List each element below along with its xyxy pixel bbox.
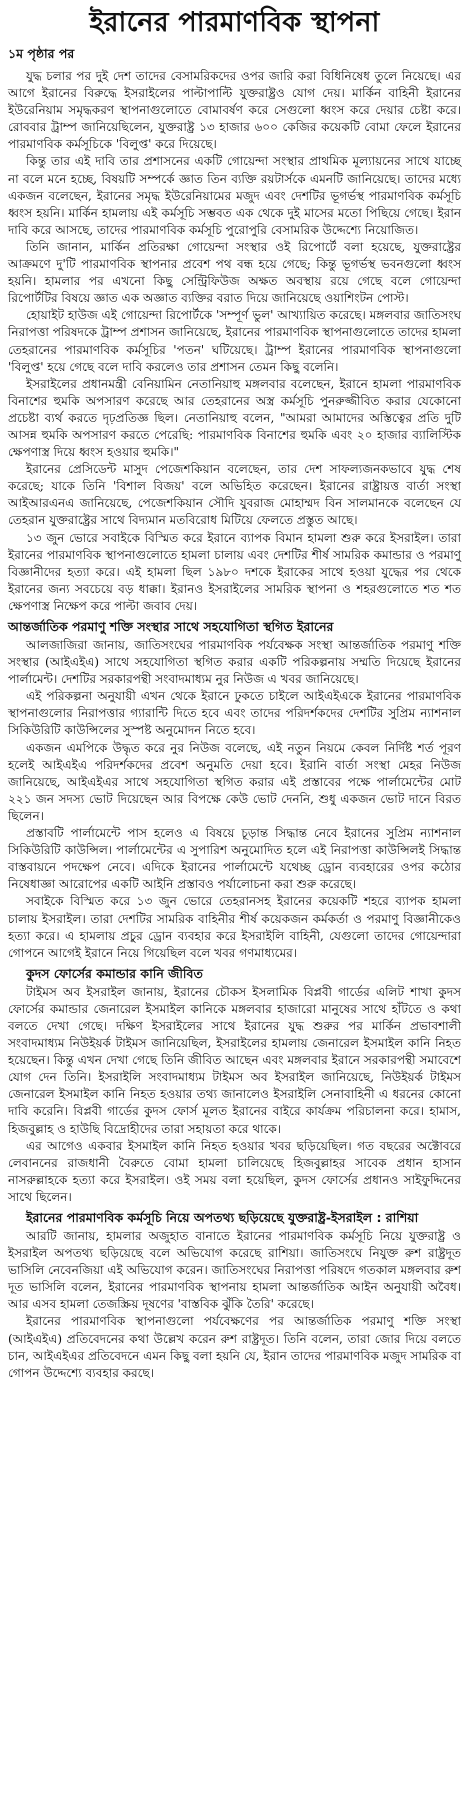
paragraph: ইরানের পারমাণবিক স্থাপনাগুলো পর্যবেক্ষণের পর আন্তর্জাতিক পরমাণু শক্তি সংস্থা (আইএইএ) প্রতিবেদনের কথা উল্লেখ করেন রুশ রাষ্ট্রদূত। তিনি বলেন, তারা জোর দিয়ে বলতে চান, আইএইএর প্রতিবেদনে এমন কিছু বলা হয়নি যে, ইরান তাদের পারমাণবিক মজুদ সামরিক বা গোপন উদ্দেশ্যে ব্যবহার করছে। xyxy=(8,1314,461,1380)
paragraph: সবাইকে বিস্মিত করে ১৩ জুন ভোরে তেহরানসহ ইরানের কয়েকটি শহরে ব্যাপক হামলা চালায় ইসরাইল। তারা দেশটির সামরিক বাহিনীর শীর্ষ কয়েকজন কর্মকর্তা ও পরমাণু বিজ্ঞানীকেও হত্যা করে। এ হামলায় প্রচুর ড্রোন ব্যবহার করে ইসরাইলি বাহিনী, যেগুলো তাদের গোয়েন্দারা গোপনে আগেই ইরানে নিয়ে গিয়েছিল বলে খবর গণমাধ্যমের। xyxy=(8,894,461,960)
article-body xyxy=(8,68,461,1382)
section-intro xyxy=(8,68,461,615)
paragraph: যুদ্ধ চলার পর দুই দেশ তাদের বেসামরিকদের ওপর জারি করা বিধিনিষেধ তুলে নিয়েছে। এর আগে ইরানের বিরুদ্ধে ইসরাইলের পাল্টাপাল্টি যুক্তরাষ্ট্রও যোগ দেয়। মার্কিন বাহিনী ইরানের ইউরেনিয়াম সমৃদ্ধকরণ স্থাপনাগুলোতে বোমাবর্ষণ করে সেগুলো ধ্বংস করে দেয়ার চেষ্টা করে। রোববার ট্রাম্প জানিয়েছিলেন, যুক্তরাষ্ট্র ১৩ হাজার ৬০০ কেজির কয়েকটি বোমা ফেলে ইরানের পারমাণবিক কর্মসূচিকে 'বিলুপ্ত' করে দিয়েছে। xyxy=(8,69,461,152)
paragraph: ইসরাইলের প্রধানমন্ত্রী বেনিয়ামিন নেতানিয়াহু মঙ্গলবার বলেছেন, ইরানে হামলা পারমাণবিক বিনাশের হুমকি অপসারণ করেছে আর তেহরানের অস্ত্র কর্মসূচি পুনরুজ্জীবিত করার যেকোনো প্রচেষ্টা ব্যর্থ করতে দৃঢ়প্রতিজ্ঞ ছিল। নেতানিয়াহু বলেন, "আমরা আমাদের অস্তিত্বের প্রতি দুটি আসন্ন হুমকি অপসারণ করতে পেরেছি: পারমাণবিক বিনাশের হুমকি এবং ২০ হাজার ব্যালিস্টিক ক্ষেপণাস্ত্র দিয়ে ধ্বংস হওয়ার হুমকি।" xyxy=(8,376,461,460)
paragraph: আলজাজিরা জানায়, জাতিসংঘের পারমাণবিক পর্যবেক্ষক সংস্থা আন্তর্জাতিক পরমাণু শক্তি সংস্থার (আইএইএ) সাথে সহযোগিতা স্থগিত করার একটি পরিকল্পনায় সম্মতি দিয়েছে ইরানের পার্লামেন্ট। দেশটির সরকারপন্থী সংবাদমাধ্যম নুর নিউজ এ খবর জানিয়েছে। xyxy=(8,638,461,687)
paragraph: টাইমস অব ইসরাইল জানায়, ইরানের চৌকস ইসলামিক বিপ্লবী গার্ডের এলিট শাখা কুদস ফোর্সের কমান্ডার জেনারেল ইসমাইল কানিকে মঙ্গলবার হাজারো মানুষের সাথে হাঁটতে ও কথা বলতে দেখা গেছে। দক্ষিণ ইসরাইলের সাথে ইরানের যুদ্ধ শুরুর পর মার্কিন প্রভাবশালী সংবাদমাধ্যম নিউইয়র্ক টাইমস জানিয়েছিল, ইসরাইলের হামলায় জেনারেল ইসমাইল কানি নিহত হয়েছেন। কিন্তু এখন দেখা গেছে তিনি জীবিত আছেন এবং মঙ্গলবার ইরানে সরকারপন্থী সমাবেশে যোগ দেন তিনি। ইসরাইলি সংবাদমাধ্যম টাইমস অব ইসরাইল জানিয়েছে, নিউইয়র্ক টাইমস জেনারেল ইসমাইল কানি নিহত হওয়ার তথ্য জানালেও ইসরাইলি সেনাবাহিনী এ ধরনের কোনো দাবি করেনি। বিপ্লবী গার্ডের কুদস ফোর্স মূলত ইরানের বাইরে কার্যক্রম পরিচালনা করে। হামাস, হিজবুল্লাহ ও হাউছি বিদ্রোহীদের তারা সহায়তা করে থাকে। xyxy=(8,984,461,1136)
paragraph: এর আগেও একবার ইসমাইল কানি নিহত হওয়ার খবর ছড়িয়েছিল। গত বছরের অক্টোবরে লেবাননের রাজধানী বৈরুতে বোমা হামলা চালিয়েছে হিজবুল্লাহর সাবেক প্রধান হাসান নাসরুল্লাহকে হত্যা করে ইসরাইল। ওই সময় বলা হয়েছিল, কুদস ফোর্সের প্রধানও সাইফুদ্দিনের সাথে ছিলেন। xyxy=(8,1138,461,1204)
continued-from-label: ১ম পৃষ্ঠার পর xyxy=(8,46,75,61)
paragraph: ইরানের প্রেসিডেন্ট মাসুদ পেজেশকিয়ান বলেছেন, তার দেশ সাফল্যজনকভাবে যুদ্ধ শেষ করেছে; যাকে তিনি 'বিশাল বিজয়' বলে অভিহিত করেছেন। ইরানের রাষ্ট্রায়ত্ত বার্তা সংস্থা আইআরএনএ জানিয়েছে, পেজেশকিয়ান সৌদি যুবরাজ মোহাম্মদ বিন সালমানকে বলেছেন যে তেহরান যুক্তরাষ্ট্রের সাথে বিদ্যমান মতবিরোধ মিটিয়ে ফেলতে প্রস্তুত আছে। xyxy=(8,462,461,528)
paragraph: হোয়াইট হাউজ এই গোয়েন্দা রিপোর্টকে 'সম্পূর্ণ ভুল' আখ্যায়িত করেছে। মঙ্গলবার জাতিসংঘ নিরাপত্তা পরিষদকে ট্রাম্প প্রশাসন জানিয়েছে, ইরানের পারমাণবিক স্থাপনাগুলোতে তাদের হামলা তেহরানের পারমাণবিক কর্মসূচির 'পতন' ঘটিয়েছে। ট্রাম্প ইরানের পারমাণবিক স্থাপনাগুলো 'বিলুপ্ত' হয়ে গেছে বলে দাবি করলেও তার প্রশাসন তেমন কিছু বলেনি। xyxy=(8,308,461,374)
paragraph: ১৩ জুন ভোরে সবাইকে বিস্মিত করে ইরানে ব্যাপক বিমান হামলা শুরু করে ইসরাইল। তারা ইরানের পারমাণবিক স্থাপনাগুলোতে হামলা চালায় এবং দেশটির শীর্ষ সামরিক কমান্ডার ও পরমাণু বিজ্ঞানীদের হত্যা করে। এই হামলা ছিল ১৯৮০ দশকে ইরাকের সাথে হওয়া যুদ্ধের পর থেকে ইরানের জন্য সবচেয়ে বড় ধাক্কা। ইরানও ইসরাইলের সামরিক স্থাপনা ও শহরগুলোতে শত শত ক্ষেপণাস্ত্র নিক্ষেপ করে পাল্টা জবাব দেয়। xyxy=(8,530,461,613)
paragraph: তিনি জানান, মার্কিন প্রতিরক্ষা গোয়েন্দা সংস্থার ওই রিপোর্টে বলা হয়েছে, যুক্তরাষ্ট্রের আক্রমণে দু'টি পারমাণবিক স্থাপনার প্রবেশ পথ বন্ধ হয়ে গেছে; কিন্তু ভূগর্ভস্থ ভবনগুলো ধ্বংস হয়নি। হামলার পর এখনো কিছু সেন্ট্রিফিউজ অক্ষত অবস্থায় রয়ে গেছে বলে গোয়েন্দা রিপোর্টটির বিষয়ে জ্ঞাত এক অজ্ঞাত ব্যক্তির বরাত দিয়ে জানিয়েছে ওয়াশিংটন পোস্ট। xyxy=(8,239,461,306)
subheading: ইরানের পারমাণবিক কর্মসূচি নিয়ে অপতথ্য ছড়িয়েছে যুক্তরাষ্ট্র-ইসরাইল : রাশিয়া xyxy=(26,1210,419,1225)
paragraph: প্রস্তাবটি পার্লামেন্টে পাস হলেও এ বিষয়ে চূড়ান্ত সিদ্ধান্ত নেবে ইরানের সুপ্রিম ন্যাশনাল সিকিউরিটি কাউন্সিল। পার্লামেন্টের এ সুপারিশ অনুমোদিত হলে এই নিরাপত্তা কাউন্সিলই সিদ্ধান্ত বাস্তবায়নে পদক্ষেপ নেবে। এদিকে ইরানের পার্লামেন্টে যথেচ্ছ ড্রোন ব্যবহারের ওপর কঠোর নিষেধাজ্ঞা আরোপের একটি আইনি প্রস্তাবও পর্যালোচনা করা শুরু করেছে। xyxy=(8,826,461,892)
section-russia xyxy=(8,1209,461,1382)
headline: ইরানের পারমাণবিক স্থাপনা xyxy=(89,7,380,38)
paragraph: এই পরিকল্পনা অনুযায়ী এখন থেকে ইরানে ঢুকতে চাইলে আইএইএকে ইরানের পারমাণবিক স্থাপনাগুলোর নিরাপত্তার গ্যারান্টি দিতে হবে এবং তাদের পরিদর্শকদের দেশটির সুপ্রিম ন্যাশনাল সিকিউরিটি কাউন্সিলের সুস্পষ্ট অনুমোদন নিতে হবে। xyxy=(8,689,461,738)
paragraph: কিন্তু তার এই দাবি তার প্রশাসনের একটি গোয়েন্দা সংস্থার প্রাথমিক মূল্যায়নের সাথে যাচ্ছে না বলে মনে হচ্ছে, বিষয়টি সম্পর্কে জ্ঞাত তিন ব্যক্তি রয়টার্সকে এমনটি জানিয়েছে। তাদের মধ্যে একজন বলেছেন, ইরানের সমৃদ্ধ ইউরেনিয়ামের মজুদ এবং দেশটির ভূগর্ভস্থ পারমাণবিক কর্মসূচি ধ্বংস হয়নি। মার্কিন হামলায় এই কর্মসূচি সম্ভবত এক থেকে দুই মাসের মতো পিছিয়ে গেছে। ইরান দাবি করে আসছে, তাদের পারমাণবিক কর্মসূচি পুরোপুরি বেসামরিক উদ্দেশ্যে নিয়োজিত। xyxy=(8,154,461,237)
section-quds-force xyxy=(8,965,461,1206)
subheading: কুদস ফোর্সের কমান্ডার কানি জীবিত xyxy=(26,965,203,981)
subheading: আন্তর্জাতিক পরমাণু শক্তি সংস্থার সাথে সহযোগিতা স্থগিত ইরানের xyxy=(8,619,334,634)
section-iaea xyxy=(8,618,461,962)
paragraph: একজন এমপিকে উদ্ধৃত করে নুর নিউজ বলেছে, এই নতুন নিয়মে কেবল নির্দিষ্ট শর্ত পূরণ হলেই আইএইএ পরিদর্শকদের প্রবেশ অনুমতি দেয়া হবে। ইরানি বার্তা সংস্থা মেহর নিউজ জানিয়েছে, আইএইএর সাথে সহযোগিতা স্থগিত করার এই প্রস্তাবের পক্ষে পার্লামেন্টের মোট ২২১ জন সদস্য ভোট দিয়েছেন আর বিপক্ষে কেউ ভোট দেননি, শুধু একজন ভোট দানে বিরত ছিলেন। xyxy=(8,740,461,823)
paragraph: আরটি জানায়, হামলার অজুহাত বানাতে ইরানের পারমাণবিক কর্মসূচি নিয়ে যুক্তরাষ্ট্র ও ইসরাইল অপতথ্য ছড়িয়েছে বলে অভিযোগ করেছে রাশিয়া। জাতিসংঘে নিযুক্ত রুশ রাষ্ট্রদূত ভাসিলি নেবেনজিয়া এই অভিযোগ করেন। জাতিসংঘের নিরাপত্তা পরিষদে গতকাল মঙ্গলবার রুশ দূত ভাসিলি বলেন, ইরানের পারমাণবিক স্থাপনায় হামলা আন্তর্জাতিক আইন অনুযায়ী অবৈধ। আর এসব হামলা তেজস্ক্রিয় দূষণের 'বাস্তবিক ঝুঁকি তৈরি' করেছে। xyxy=(8,1229,461,1312)
